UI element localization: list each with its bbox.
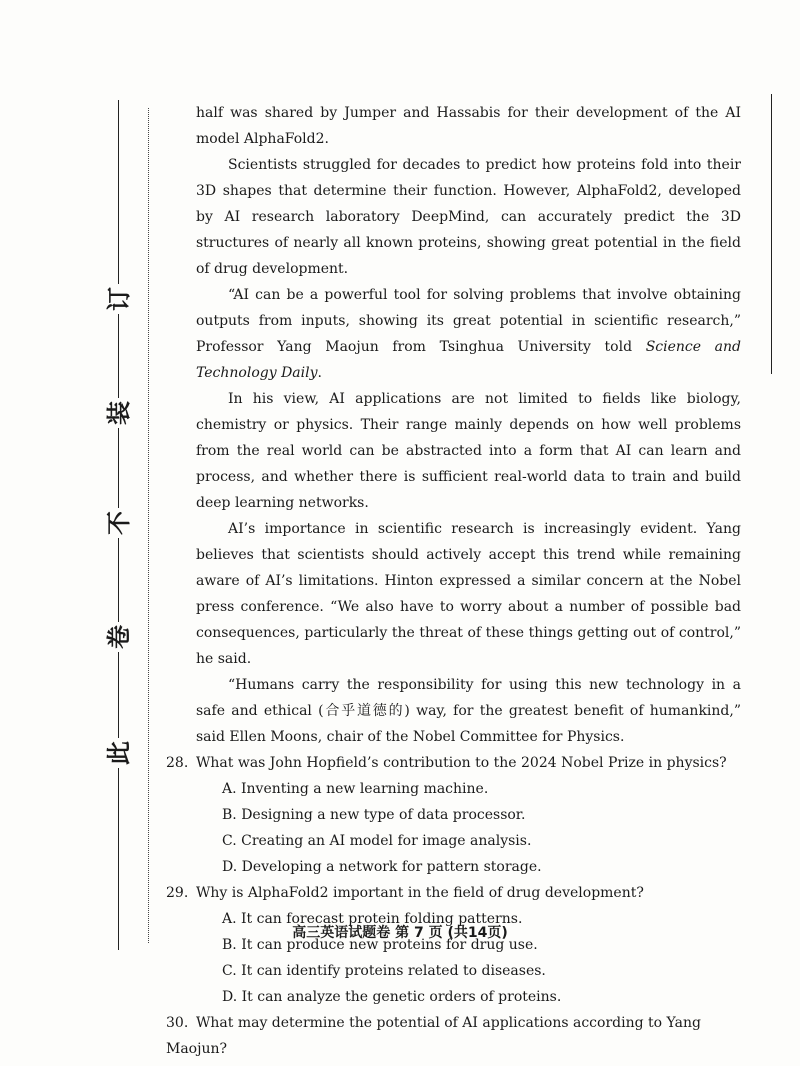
binding-char-2: 卷 xyxy=(104,622,134,652)
passage-paragraph: half was shared by Jumper and Hassabis for their development of the AI model AlphaFold2. xyxy=(196,105,741,147)
option-d[interactable]: D. Developing a network for pattern storage. xyxy=(222,859,542,875)
option-a[interactable]: A. It can forecast protein folding patterns. xyxy=(222,911,523,927)
option-c[interactable]: C. Creating an AI model for image analysis. xyxy=(222,833,532,849)
binding-char-3: 不 xyxy=(104,508,134,538)
page-right-edge-line xyxy=(771,94,772,374)
binding-char-4: 装 xyxy=(104,398,134,428)
question-number: 30. xyxy=(166,1015,189,1031)
paragraph-text: “AI can be a powerful tool for solving problems that involve obtaining outputs from inputs, showing its great potential in scientific research,” Professor Yang Maojun from Tsinghua University told xyxy=(196,287,741,355)
question-number: 29. xyxy=(166,885,189,901)
option-a[interactable]: A. Inventing a new learning machine. xyxy=(222,781,489,797)
question-text: What was John Hopfield’s contribution to the 2024 Nobel Prize in physics? xyxy=(196,755,727,771)
option-b[interactable]: B. It can produce new proteins for drug use. xyxy=(222,937,538,953)
question-29 xyxy=(166,880,741,1010)
option-c[interactable]: C. It can identify proteins related to diseases. xyxy=(222,963,546,979)
passage-paragraph: In his view, AI applications are not limited to fields like biology, chemistry or physics. Their range mainly depends on how well problems from the real world can be abstracted into a form that AI can learn and process, and whether there is sufficient real-world data to train and build deep learning networks. xyxy=(196,391,741,511)
question-30 xyxy=(166,1010,741,1062)
passage-paragraph-quote xyxy=(196,282,741,386)
question-text: What may determine the potential of AI applications according to Yang Maojun? xyxy=(166,1015,701,1057)
question-stem xyxy=(166,750,741,776)
newspaper-title: Science and Technology Daily xyxy=(196,339,741,381)
question-text: Why is AlphaFold2 important in the field of drug development? xyxy=(196,885,644,901)
page-footer: 高三英语试题卷 第 7 页 (共14页) xyxy=(292,925,508,941)
passage-paragraph: Scientists struggled for decades to predict how proteins fold into their 3D shapes that determine their function. However, AlphaFold2, developed by AI research laboratory DeepMind, can accurately predict the 3D structures of nearly all known proteins, showing great potential in the field of drug development. xyxy=(196,157,741,277)
option-b[interactable]: B. Designing a new type of data processor. xyxy=(222,807,526,823)
binding-char-5: 订 xyxy=(104,284,134,314)
paragraph-text-end: . xyxy=(317,365,322,381)
question-28 xyxy=(166,750,741,880)
passage-paragraph: AI’s importance in scientific research is increasingly evident. Yang believes that scientists should actively accept this trend while remaining aware of AI’s limitations. Hinton expressed a similar concern at the Nobel press conference. “We also have to worry about a number of possible bad consequences, particularly the threat of these things getting out of control,” he said. xyxy=(196,521,741,667)
question-stem xyxy=(166,1010,741,1062)
option-d[interactable]: D. It can analyze the genetic orders of proteins. xyxy=(222,989,562,1005)
binding-char-1: 此 xyxy=(104,738,134,768)
question-number: 28. xyxy=(166,755,189,771)
reading-passage xyxy=(166,100,741,1062)
passage-paragraph: “Humans carry the responsibility for using this new technology in a safe and ethical (合乎道德的) way, for the greatest benefit of humankind,” said Ellen Moons, chair of the Nobel Committee for Physics. xyxy=(196,677,741,745)
question-options xyxy=(222,776,741,880)
binding-dotted-line xyxy=(148,108,149,943)
question-stem xyxy=(166,880,741,906)
